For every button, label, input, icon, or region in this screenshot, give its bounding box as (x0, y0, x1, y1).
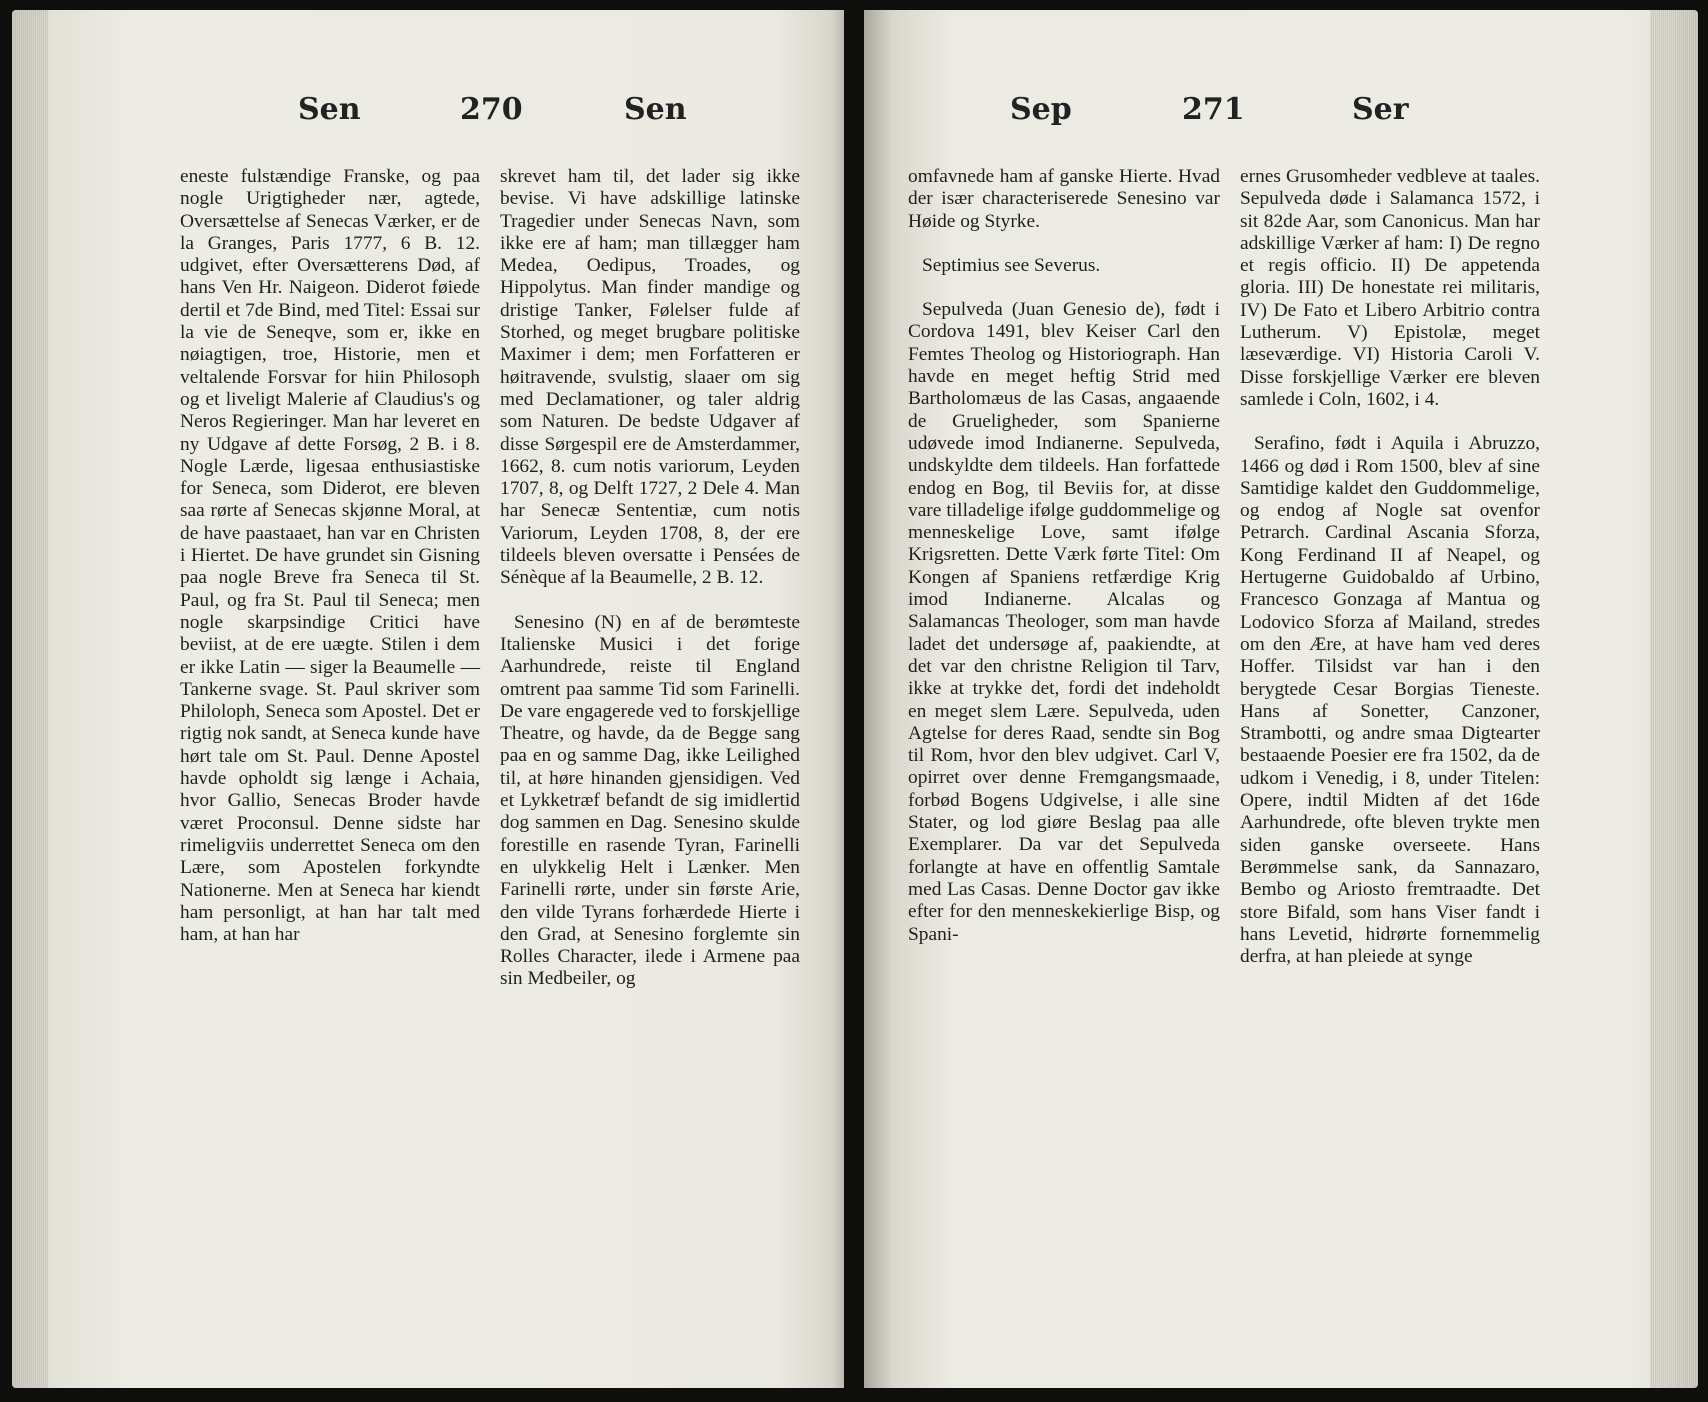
right-col1-para-1: omfavnede ham af ganske Hierte. Hvad der især characteriserede Senesino var Høide og Styrke. (908, 166, 1220, 232)
left-col2-para-1: skrevet ham til, det lader sig ikke bevise. Vi have adskillige latinske Tragedier under Senecas Navn, som ikke ere af ham; man tillægger ham Medea, Oedipus, Troades, og Hippolytus. Man finder mandige og dristige Tanker, Følelser fulde af Storhed, og meget brugbare politiske Maximer i dem; men Forfatteren er høitravende, svulstig, slaaer om sig med Declamationer, og taler aldrig som Naturen. De bedste Udgaver af disse Sørgespil ere de Amsterdammer, 1662, 8. cum notis variorum, Leyden 1707, 8, og Delft 1727, 2 Dele 4. Man har Senecæ Sententiæ, cum notis Variorum, Leyden 1708, 8, der ere tildeels bleven oversatte i Pensées de Sénèque af la Beaumelle, 2 B. 12. (500, 166, 800, 589)
right-col2-para-2: Serafino, født i Aquila i Abruzzo, 1466 og død i Rom 1500, blev af sine Samtidige kaldet den Guddommelige, og endog af Nogle sat ovenfor Petrarch. Cardinal Ascania Sforza, Kong Ferdinand II af Neapel, og Hertugerne Guidobaldo af Urbino, Francesco Gonzaga af Mantua og Lodovico Sforza af Mailand, stredes om den Ære, at have ham ved deres Hoffer. Tilsidst var han i den berygtede Cesar Borgias Tieneste. Hans af Sonetter, Canzoner, Strambotti, og andre smaa Digtearter bestaaende Poesier ere fra 1502, da de udkom i Venedig, i 8, under Titelen: Opere, indtil Midten af det 16de Aarhundrede, ofte bleven trykte men siden ganske overseete. Hans Berømmelse sank, da Sannazaro, Bembo og Ariosto fremtraadte. Det store Bifald, som hans Viser fandt i hans Levetid, hidrørte fornemmelig derfra, at han pleiede at synge (1240, 433, 1540, 968)
right-page-number: 271 (1182, 92, 1245, 127)
right-page-edge (1650, 10, 1698, 1388)
left-head-left: Sen (298, 92, 361, 127)
right-column-2 (1240, 166, 1540, 968)
right-col1-para-3: Sepulveda (Juan Genesio de), født i Cordova 1491, blev Keiser Carl den Femtes Theolog og Historiograph. Han havde en meget heftig Strid med Bartholomæus de las Casas, angaaende de Grueligheder, som Spanierne udøvede imod Indianerne. Sepulveda, undskyldte dem tildeels. Han forfattede endog en Bog, til Beviis for, at disse vare tilladelige ifølge guddommelige og menneskelige Love, samt ifølge Krigsretten. Dette Værk førte Titel: Om Kongen af Spaniens retfærdige Krig imod Indianerne. Alcalas og Salamancas Theologer, som man havde ladet det undersøge af, paakiendte, at det var den christne Religion til Tarv, ikke at trykke det, fordi det indeholdt en meget slem Lære. Sepulveda, uden Agtelse for deres Raad, sendte sin Bog til Rom, hvor den blev udgivet. Carl V, opirret over denne Fremgangsmaade, forbød Bogens Udgivelse, i alle sine Stater, og lod giøre Beslag paa alle Exemplarer. Da var det Sepulveda forlangte at have en offentlig Samtale med Las Casas. Denne Doctor gav ikke efter for den menneskekierlige Bisp, og Spani- (908, 299, 1220, 945)
left-col1-text: eneste fulstændige Franske, og paa nogle Urigtigheder nær, agtede, Oversættelse af Senecas Værker, er de la Granges, Paris 1777, 6 B. 12. udgivet, efter Oversætterens Død, af hans Ven Hr. Naigeon. Diderot føiede dertil et 7de Bind, med Titel: Essai sur la vie de Seneqve, som er, ikke en nøiagtigen, troe, Historie, men et veltalende Forsvar for hiin Philosoph og et liveligt Malerie af Claudius's og Neros Regieringer. Man har leveret en ny Udgave af dette Forsøg, 2 B. i 8. Nogle Lærde, ligesaa enthusiastiske for Seneca, som Diderot, ere bleven saa rørte af Senecas skjønne Moral, at de have paastaaet, han var en Christen i Hiertet. De have grundet sin Gisning paa nogle Breve fra Seneca til St. Paul, og fra St. Paul til Seneca; men nogle skarpsindige Critici have beviist, at de ere uægte. Stilen i dem er ikke Latin — siger la Beaumelle — Tankerne svage. St. Paul skriver som Philoloph, Seneca som Apostel. Det er rigtig nok sandt, at Seneca kunde have hørt tale om St. Paul. Denne Apostel havde opholdt sig længe i Achaia, hvor Gallio, Senecas Broder havde været Proconsul. Denne sidste har rimeligviis underrettet Seneca om den Lære, som Apostelen forkyndte Nationerne. Men at Seneca har kiendt ham personligt, at han har talt med ham, at han har (180, 166, 480, 946)
right-col2-para-1: ernes Grusomheder vedbleve at taales. Sepulveda døde i Salamanca 1572, i sit 82de Aar, som Canonicus. Man har adskillige Værker af ham: I) De regno et regis officio. II) De appetenda gloria. III) De honestate rei militaris, IV) De Fato et Libero Arbitrio contra Lutherum. V) Epistolæ, meget læseværdige. VI) Historia Caroli V. Disse forskjellige Værker ere bleven samlede i Coln, 1602, i 4. (1240, 166, 1540, 410)
left-page-edge (12, 10, 48, 1388)
left-head-right: Sen (624, 92, 687, 127)
left-column-1 (180, 166, 480, 946)
left-page-number: 270 (460, 92, 523, 127)
right-col1-para-2: Septimius see Severus. (922, 254, 1101, 276)
left-column-2 (500, 166, 800, 991)
right-head-left: Sep (1010, 92, 1072, 127)
left-page (12, 10, 844, 1388)
right-column-1 (908, 166, 1220, 946)
right-head-right: Ser (1352, 92, 1409, 127)
left-col2-para-2: Senesino (N) en af de berømteste Italienske Musici i det forige Aarhundrede, reiste til England omtrent paa samme Tid som Farinelli. De vare engagerede ved to forskjellige Theatre, og havde, da de Begge sang paa en og samme Dag, ikke Leilighed til, at høre hinanden gjensidigen. Ved et Lykketræf befandt de sig imidlertid dog sammen en Dag. Senesino skulde forestille en rasende Tyran, Farinelli en ulykkelig Helt i Lænker. Men Farinelli rørte, under sin første Arie, den vilde Tyrans forhærdede Hierte i den Grad, at Senesino forglemte sin Rolles Character, ilede i Armene paa sin Medbeiler, og (500, 611, 800, 990)
right-page (864, 10, 1698, 1388)
